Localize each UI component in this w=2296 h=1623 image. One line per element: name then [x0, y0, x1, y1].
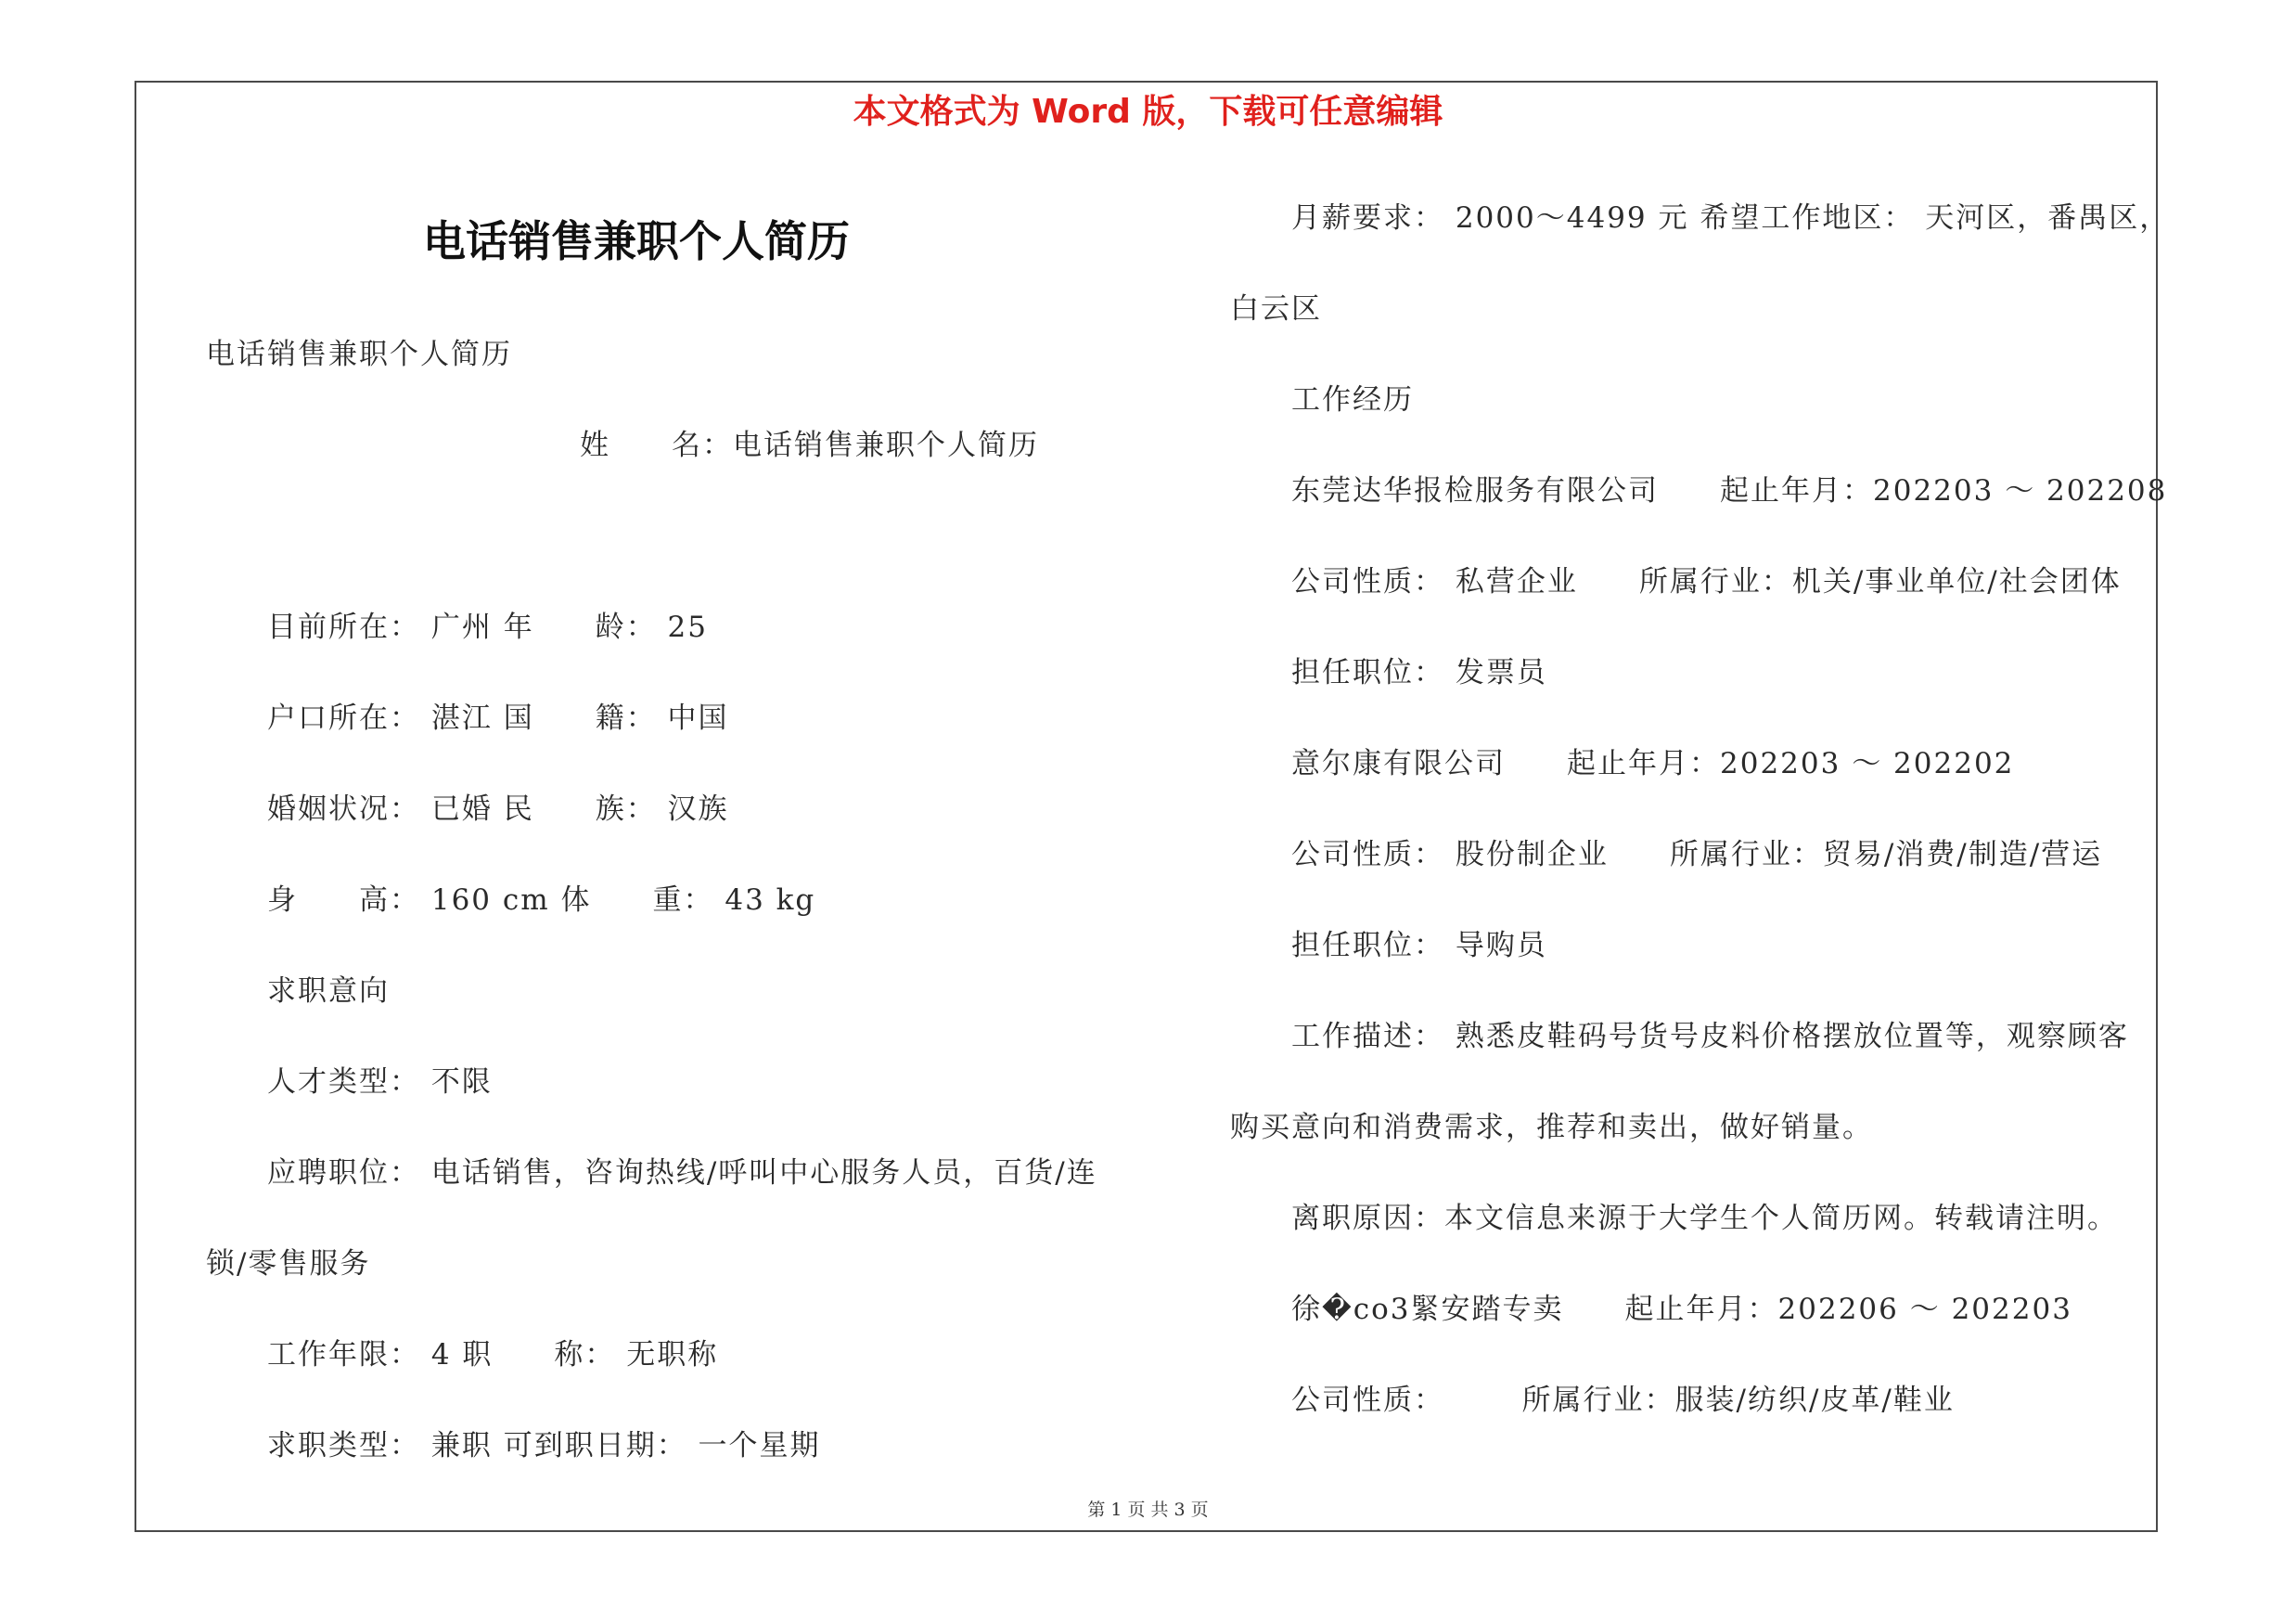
job-intention-heading: 求职意向 — [267, 974, 390, 1008]
location-age-line: 目前所在： 广州 年 龄： 25 — [267, 611, 709, 644]
height-weight-line: 身 高： 160 cm 体 重： 43 kg — [267, 883, 816, 917]
applied-position-cont-line: 锁/零售服务 — [206, 1247, 371, 1281]
company-1-nature-line: 公司性质： 私营企业 所属行业：机关/事业单位/社会团体 — [1291, 565, 2122, 599]
work-years-title-line: 工作年限： 4 职 称： 无职称 — [267, 1338, 719, 1372]
job-type-line: 求职类型： 兼职 可到职日期： 一个星期 — [267, 1429, 821, 1462]
company-2-leave-reason-line: 离职原因：本文信息来源于大学生个人简历网。转载请注明。 — [1291, 1202, 2118, 1235]
company-2-description-cont-line: 购买意向和消费需求，推荐和卖出，做好销量。 — [1230, 1111, 1873, 1144]
company-2-description-line: 工作描述： 熟悉皮鞋码号货号皮料价格摆放位置等，观察顾客 — [1291, 1020, 2129, 1053]
marital-ethnicity-line: 婚姻状况： 已婚 民 族： 汉族 — [267, 792, 729, 826]
subtitle-line: 电话销售兼职个人简历 — [206, 338, 512, 371]
company-3-line: 徐�co3緊安踏专卖 起止年月：202206 ～ 202203 — [1291, 1293, 2072, 1326]
company-1-line: 东莞达华报检服务有限公司 起止年月：202203 ～ 202208 — [1291, 474, 2168, 508]
work-history-heading: 工作经历 — [1291, 383, 1414, 417]
document-title: 电话销售兼职个人简历 — [423, 216, 850, 266]
salary-region-cont-line: 白云区 — [1230, 292, 1322, 326]
company-2-nature-line: 公司性质： 股份制企业 所属行业：贸易/消费/制造/营运 — [1291, 838, 2103, 871]
salary-region-line: 月薪要求： 2000～4499 元 希望工作地区： 天河区，番禺区， — [1291, 201, 2171, 235]
applied-position-line: 应聘职位： 电话销售，咨询热线/呼叫中心服务人员，百货/连 — [267, 1156, 1097, 1190]
company-3-nature-line: 公司性质： 所属行业：服装/纺织/皮革/鞋业 — [1291, 1384, 1955, 1417]
word-format-banner: 本文格式为 Word 版，下载可任意编辑 — [853, 93, 1443, 131]
talent-type-line: 人才类型： 不限 — [267, 1065, 493, 1099]
hukou-nationality-line: 户口所在： 湛江 国 籍： 中国 — [267, 702, 729, 735]
company-2-line: 意尔康有限公司 起止年月：202203 ～ 202202 — [1291, 747, 2015, 780]
company-1-position-line: 担任职位： 发票员 — [1291, 656, 1547, 689]
company-2-position-line: 担任职位： 导购员 — [1291, 929, 1547, 962]
page-number-footer: 第 1 页 共 3 页 — [1087, 1500, 1209, 1520]
name-line: 姓 名：电话销售兼职个人简历 — [580, 429, 1039, 462]
